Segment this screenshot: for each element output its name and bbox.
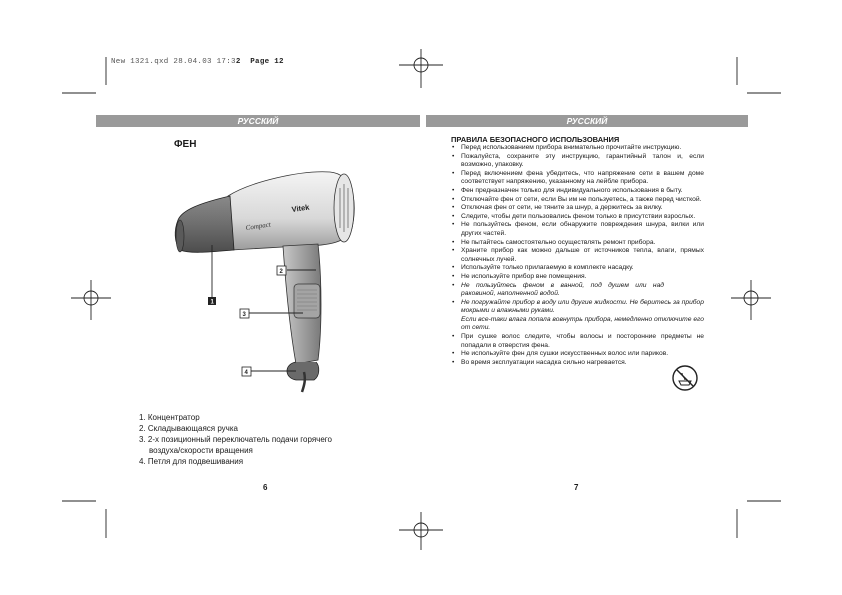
- registration-mark-left: [71, 280, 111, 320]
- page-number-right: 7: [574, 483, 579, 492]
- legend-item: 3. 2-х позиционный переключатель подачи горячего: [139, 435, 332, 444]
- legend-item: воздуха/скорости вращения: [149, 446, 253, 455]
- dryer-model-logo: Compact: [245, 220, 272, 232]
- rule-item: • Не используйте фен для сушки искусственных волос или париков.: [451, 350, 704, 359]
- callout-label-4: 4: [244, 370, 248, 376]
- rule-item: • Не погружайте прибор в воду или другие жидкости. Не беритесь за прибор мокрыми и влажными руками.: [451, 299, 704, 316]
- no-water-icon: [671, 364, 699, 392]
- rule-continuation: Если все-таки влага попала вовнутрь прибора, немедленно отключите его от сети.: [461, 315, 704, 332]
- rule-item: • Во время эксплуатации насадка сильно нагревается.: [451, 359, 704, 368]
- dryer-brand-logo: Vitek: [291, 202, 310, 214]
- registration-mark-right: [731, 280, 771, 320]
- file-info-text: New 1321.qxd 28.04.03 17:3: [111, 58, 236, 66]
- rule-item: • При сушке волос следите, чтобы волосы и посторонние предметы не попадали в отверстия фена.: [451, 333, 704, 350]
- rule-item: • Храните прибор как можно дальше от источников тепла, влаги, прямых солнечных лучей.: [451, 247, 704, 264]
- rule-item: • Используйте только прилагаемую в комплекте насадку.: [451, 264, 704, 273]
- rule-item: • Отключая фен от сети, не тяните за шнур, а держитесь за вилку.: [451, 204, 704, 213]
- rule-item: • Фен предназначен только для индивидуального использования в быту.: [451, 187, 704, 196]
- parts-legend: [139, 412, 379, 467]
- callout-label-1: 1: [210, 299, 214, 306]
- page-title: ФЕН: [174, 139, 197, 150]
- legend-item: 2. Складывающаяся ручка: [139, 424, 238, 433]
- section-title: ПРАВИЛА БЕЗОПАСНОГО ИСПОЛЬЗОВАНИЯ: [451, 135, 620, 144]
- registration-mark-top: [399, 49, 443, 88]
- registration-mark-bottom: [399, 512, 443, 550]
- hair-dryer-illustration: [175, 172, 354, 392]
- rule-item-continued: [451, 316, 704, 333]
- rule-item: • Следите, чтобы дети пользовались феном только в присутствии взрослых.: [451, 213, 704, 222]
- callout-label-2: 2: [279, 269, 283, 275]
- rule-item: • Перед включением фена убедитесь, что напряжение сети в вашем доме соответствует напряжению, указанному на лейбле прибора.: [451, 170, 704, 187]
- page-label: Page 12: [250, 58, 284, 66]
- legend-item: 4. Петля для подвешивания: [139, 457, 244, 466]
- legend-item: 1. Концентратор: [139, 413, 200, 422]
- rule-item: • Не пользуйтесь феном, если обнаружите повреждения шнура, вилки или других частей.: [451, 221, 704, 238]
- rule-item: • Не пользуйтесь феном в ванной, под душем или над раковиной, наполненной водой.: [451, 282, 704, 299]
- callout-label-3: 3: [242, 312, 246, 318]
- rule-item: • Пожалуйста, сохраните эту инструкцию, гарантийный талон и, если возможно, упаковку.: [451, 153, 704, 170]
- rule-item: • Не используйте прибор вне помещения.: [451, 273, 704, 282]
- rule-item: • Перед использованием прибора внимательно прочитайте инструкцию.: [451, 144, 704, 153]
- safety-rules-list: [451, 144, 704, 367]
- dryer-nozzle: [175, 196, 234, 252]
- file-info-tail: 2: [235, 58, 241, 66]
- rule-item: • Не пытайтесь самостоятельно осуществлять ремонт прибора.: [451, 239, 704, 248]
- page-number-left: 6: [263, 483, 268, 492]
- language-bar-right: РУССКИЙ: [426, 115, 748, 127]
- language-bar-left: РУССКИЙ: [96, 115, 420, 127]
- rule-item: • Отключайте фен от сети, если Вы им не пользуетесь, а также перед чисткой.: [451, 196, 704, 205]
